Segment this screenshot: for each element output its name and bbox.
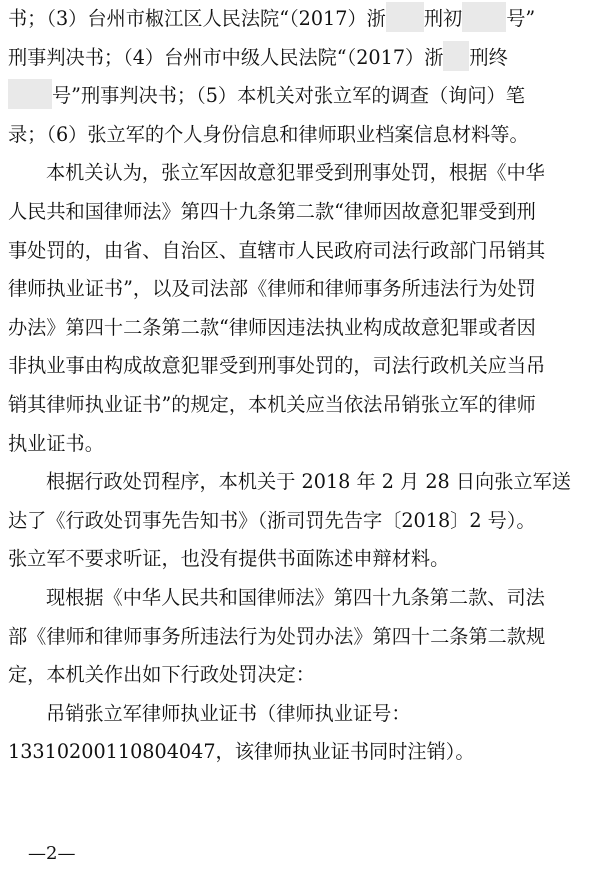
- text-segment: 刑事判决书；（4）台州市中级人民法院“（2017）浙: [8, 45, 444, 69]
- redaction-block: [462, 2, 506, 32]
- text-line: 事处罚的，由省、自治区、直辖市人民政府司法行政部门吊销其: [8, 238, 546, 262]
- redaction-block: [443, 41, 469, 71]
- paragraph-start-line: 根据行政处罚程序，本机关于 2018 年 2 月 28 日向张立军送: [46, 470, 571, 494]
- text-segment: 书；（3）台州市椒江区人民法院“（2017）浙: [8, 7, 386, 30]
- text-line: 销其律师执业证书”的规定，本机关应当依法吊销张立军的律师: [8, 392, 536, 416]
- text-line: 执业证书。: [8, 431, 104, 455]
- text-line: 非执业事由构成故意犯罪受到刑事处罚的，司法行政机关应当吊: [8, 354, 546, 378]
- text-line: 律师执业证书”，以及司法部《律师和律师事务所违法行为处罚: [8, 277, 536, 301]
- redaction-block: [386, 2, 424, 32]
- paragraph-start-line: 现根据《中华人民共和国律师法》第四十九条第二款、司法: [46, 585, 545, 609]
- text-line: 部《律师和律师事务所违法行为处罚办法》第四十二条第二款规: [8, 624, 546, 648]
- text-segment: 号”: [506, 7, 536, 30]
- text-line: [8, 0, 592, 39]
- redaction-block: [8, 79, 52, 109]
- paragraph-start-line: 吊销张立军律师执业证书（律师执业证号：: [46, 701, 411, 725]
- text-line: 定，本机关作出如下行政处罚决定：: [8, 663, 315, 687]
- text-line: 13310200110804047，该律师执业证书同时注销）。: [8, 740, 475, 764]
- page-number: —2—: [28, 843, 76, 864]
- text-segment: 刑终: [469, 45, 508, 69]
- text-segment: 号”刑事判决书；（5）本机关对张立军的调查（询问）笔: [52, 84, 525, 108]
- text-line: 人民共和国律师法》第四十九条第二款“律师因故意犯罪受到刑: [8, 199, 536, 223]
- text-line: [8, 77, 592, 116]
- text-line: [8, 39, 592, 78]
- text-line: 张立军不要求听证，也没有提供书面陈述申辩材料。: [8, 547, 450, 571]
- paragraph-start-line: 本机关认为，张立军因故意犯罪受到刑事处罚，根据《中华: [46, 161, 545, 185]
- document-body: [8, 0, 592, 772]
- text-line: 录；（6）张立军的个人身份信息和律师职业档案信息材料等。: [8, 122, 529, 146]
- text-line: 办法》第四十二条第二款“律师因违法执业构成故意犯罪或者因: [8, 315, 536, 339]
- text-line: 达了《行政处罚事先告知书》（浙司罚先告字〔2018〕2 号）。: [8, 508, 536, 532]
- text-segment: 刑初: [423, 7, 463, 30]
